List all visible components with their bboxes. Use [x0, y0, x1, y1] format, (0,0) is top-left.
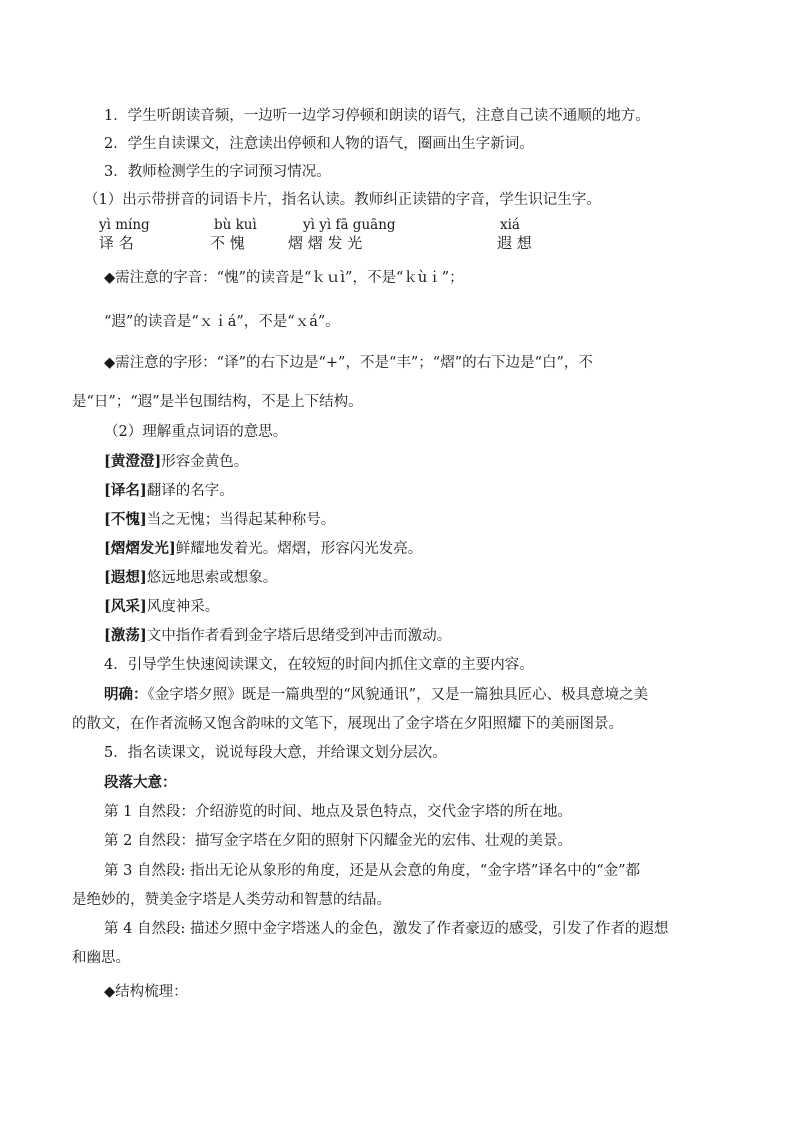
- vocab-item: [104, 568, 754, 588]
- para-3-summary: 第 3 自然段: 指出无论从象形的角度，还是从会意的角度，“金字塔”译名中的“金”都: [104, 863, 641, 879]
- para-4-summary: 第 4 自然段: 描述夕照中金字塔迷人的金色，激发了作者豪迈的感受，引发了作者的遐想: [104, 921, 669, 937]
- vocab-term: [熠熠发光]: [104, 540, 176, 557]
- sound-note-2: “遐”的读音是“ｘｉá”，不是“ｘá”。: [104, 314, 340, 330]
- vocab-item: [104, 452, 754, 472]
- vocab-heading: （2）理解重点词语的意思。: [104, 424, 288, 440]
- answer-label: 明确：: [104, 686, 148, 703]
- vocab-def: 形容金黄色。: [161, 454, 249, 470]
- step-3-sub-1-text: （1）出示带拼音的词语卡片，指名认读。教师纠正读错的字音，学生识记生字。: [84, 192, 601, 208]
- vocab-term: [黄澄澄]: [104, 453, 162, 470]
- pinyin-yiyifaguang: yì yì fā guāng: [303, 217, 396, 233]
- shape-note-1: ◆需注意的字形：“译”的右下边是“+”，不是“丰”；“熠”的右下边是“白”，不: [104, 355, 593, 371]
- vocab-def: 文中指作者看到金字塔后思绪受到冲击而激动。: [146, 628, 452, 644]
- para-3-summary-cont: 是绝妙的，赞美金字塔是人类劳动和智慧的结晶。: [72, 892, 391, 908]
- pinyin-word-card: [0, 218, 794, 258]
- word-xiaxiang: 遐 想: [497, 234, 532, 252]
- word-yiming: 译 名: [99, 234, 134, 252]
- vocab-term: [激荡]: [104, 627, 147, 644]
- step-4-answer: [104, 685, 754, 705]
- para-4-summary-cont: 和幽思。: [72, 950, 130, 966]
- word-yiyifaguang: 熠 熠 发 光: [288, 234, 363, 252]
- vocab-term: [遐想]: [104, 569, 147, 586]
- word-bukui: 不 愧: [210, 234, 245, 252]
- vocab-item: [104, 597, 754, 617]
- step-2-text: 2．学生自读课文，注意读出停顿和人物的语气，圈画出生字新词。: [104, 136, 534, 152]
- pinyin-yiming: yì míng: [99, 217, 150, 233]
- vocab-item: [104, 626, 754, 646]
- vocab-term: [不愧]: [104, 511, 147, 528]
- para-2-summary: 第 2 自然段：描写金字塔在夕阳的照射下闪耀金光的宏伟、壮观的美景。: [104, 833, 572, 849]
- shape-note-2: 是“日”；“遐”是半包围结构，不是上下结构。: [72, 394, 363, 410]
- vocab-def: 悠远地思索或想象。: [146, 570, 278, 586]
- answer-body-2: 的散文，在作者流畅又饱含韵味的文笔下，展现出了金字塔在夕阳照耀下的美丽图景。: [72, 716, 623, 732]
- structure-heading: ◆结构梳理：: [104, 984, 188, 1000]
- vocab-item: [104, 539, 754, 559]
- vocab-item: [104, 510, 754, 530]
- answer-body-1: 《金字塔夕照》既是一篇典型的“风貌通讯”，又是一篇独具匠心、极具意境之美: [147, 687, 649, 703]
- vocab-def: 翻译的名字。: [146, 483, 234, 499]
- step-3-text: 3．教师检测学生的字词预习情况。: [104, 164, 331, 180]
- vocab-term: [译名]: [104, 482, 147, 499]
- vocab-term: [风采]: [104, 598, 147, 615]
- vocab-def: 鲜耀地发着光。熠熠，形容闪光发亮。: [175, 541, 423, 557]
- step-1-text: 1．学生听朗读音频，一边听一边学习停顿和朗读的语气，注意自己读不通顺的地方。: [104, 108, 650, 124]
- pinyin-bukui: bù kuì: [214, 217, 257, 233]
- vocab-item: [104, 481, 754, 501]
- step-4-text: 4．引导学生快速阅读课文，在较短的时间内抓住文章的主要内容。: [104, 657, 534, 673]
- pinyin-xia: xiá: [500, 217, 520, 233]
- step-5-text: 5．指名读课文，说说每段大意，并给课文划分层次。: [104, 745, 447, 761]
- sound-note-1: ◆需注意的字音：“愧”的读音是“ｋｕì”，不是“ｋùｉ”；: [104, 270, 464, 286]
- vocab-def: 风度神采。: [146, 599, 220, 615]
- vocab-def: 当之无愧；当得起某种称号。: [146, 512, 336, 528]
- para-1-summary: 第 1 自然段：介绍游览的时间、地点及景色特点，交代金字塔的所在地。: [104, 804, 572, 820]
- paragraph-summary-heading: 段落大意：: [104, 774, 177, 791]
